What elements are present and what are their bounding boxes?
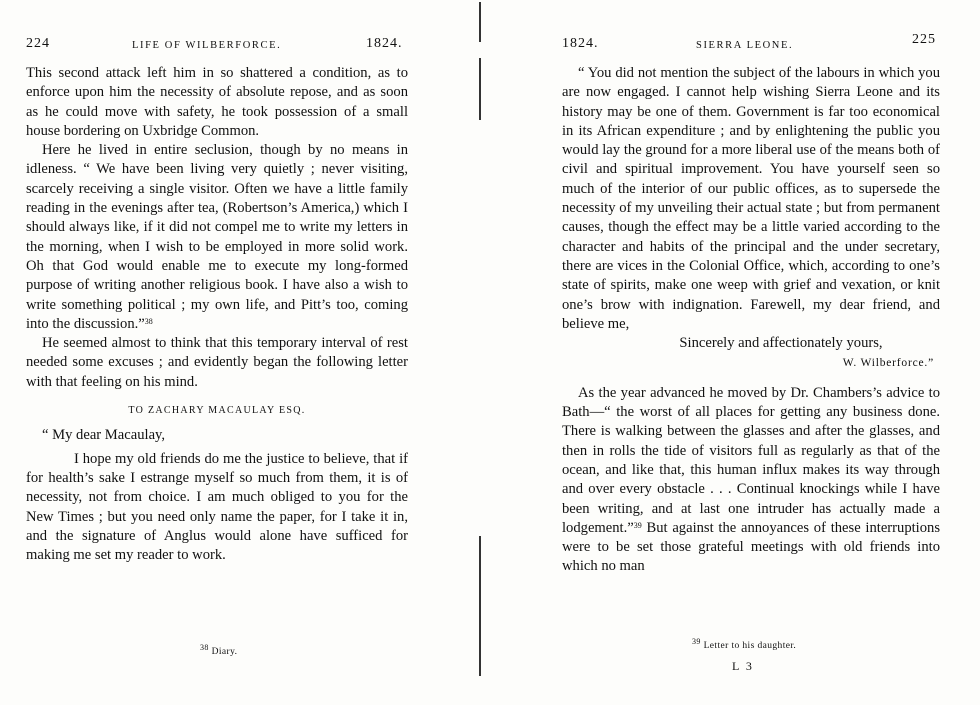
- footnote-text: Diary.: [211, 647, 238, 657]
- paragraph-bath: As the year advanced he moved by Dr. Chambers’s advice to Bath—“ the worst of all places for getting any business done. There is walking between the glasses and after the glasses, and then in rolls the tide of visitors full as regularly as that of the ocean, and like that, this human influx makes its way through and over every obstacle . . . Continual knockings while I have been writing, and at last one intruder has actually made a lodgement.”$^{39}$ But against the annoyances of these interruptions were to be set those grateful meetings with old friends into which no man: [562, 384, 940, 575]
- letter-body: I hope my old friends do me the justice to believe, that if for health’s sake I estrange myself so much from them, it is of necessity, not from choice. I am much obliged to you for the New Times ; but you need only name the paper, for I take it in, and the signature of Anglus would alone have sufficed for making me set my reader to work.: [26, 450, 408, 564]
- book-gutter: [470, 0, 490, 705]
- paragraph-1: This second attack left him in so shattered a condition, as to enforce upon him the necessity of absolute repose, and as soon as he could move with safety, he took possession of a small house bordering on Uxbridge Common.: [26, 65, 408, 139]
- right-page-number: 225: [912, 32, 936, 47]
- footnote-ref-38: 38: [144, 316, 153, 326]
- left-page-number: 224: [26, 36, 50, 51]
- letter-heading: TO ZACHARY MACAULAY ESQ.: [128, 405, 306, 417]
- gutter-line: [479, 2, 481, 42]
- left-body: [26, 64, 408, 565]
- letter-signature: W. Wilberforce.”: [842, 357, 934, 370]
- letter-salutation: “ My dear Macaulay,: [42, 427, 166, 444]
- footnote-text: Letter to his daughter.: [703, 641, 797, 651]
- paragraph-3: He seemed almost to think that this temporary interval of rest needed some excuses ; and evidently began the following letter with that feeling on his mind.: [26, 335, 408, 390]
- signature-mark: L 3: [732, 659, 754, 673]
- left-running-title: LIFE OF WILBERFORCE.: [132, 40, 282, 51]
- footnote-ref-39: 39: [633, 520, 642, 530]
- footnote-marker: 39: [692, 637, 701, 646]
- letter-continuation: “ You did not mention the subject of the labours in which you are now engaged. I cannot help wishing Sierra Leone and its history may be one of them. Government is far too economical in its African expenditure ; and by enlightening the public you would lay the ground for a more liberal use of the means both of civil and spiritual improvement. You have yourself seen so much of the interior of our public offices, as to supersede the necessity of my unveiling their actual state ; but from permanent causes, though the effect may be a little varied according to the character and habits of the principal and the under secretary, there are vices in the Colonial Office, which, according to one’s state of spirits, make one weep with grief and vexation, or knit one’s brow with indignation. Farewell, my dear friend, and believe me,: [562, 65, 940, 332]
- right-page: [490, 0, 980, 705]
- footnote-marker: 38: [200, 643, 209, 652]
- right-footnote: [692, 637, 797, 651]
- left-page: [0, 0, 470, 705]
- left-year: 1824.: [366, 36, 403, 51]
- gutter-line: [479, 536, 481, 676]
- left-footnote: [200, 643, 238, 657]
- gutter-line: [479, 58, 481, 120]
- paragraph-2: Here he lived in entire seclusion, though by no means in idleness. “ We have been living very quietly ; never visiting, scarcely receiving a single visitor. Often we have a little family reading in the evenings after tea, (Robertson’s America,) which I should always like, if it did not compel me to write my letters in the morning, when I wish to be employed in more solid work. Oh that God would enable me to execute my long-formed purpose of writing another religious book. I have also a wish to write something political ; my own life, and Pitt’s too, coming into the discussion.”$^{38}$: [26, 142, 408, 332]
- right-body: [562, 64, 940, 577]
- right-running-title: SIERRA LEONE.: [696, 40, 794, 51]
- letter-closing: Sincerely and affectionately yours,: [679, 335, 883, 352]
- right-year: 1824.: [562, 36, 599, 51]
